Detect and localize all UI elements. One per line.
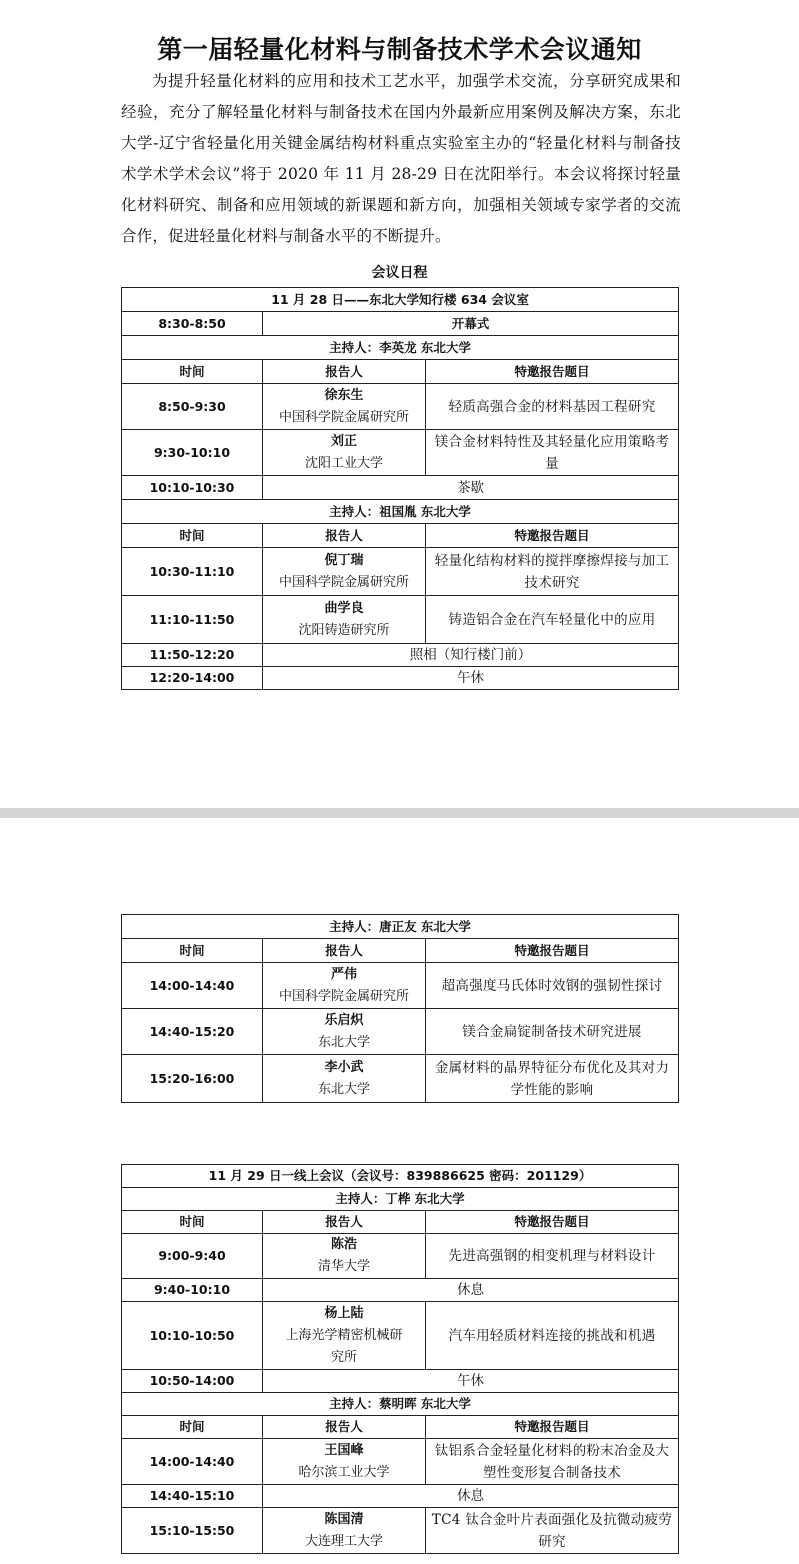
table-row [122, 500, 679, 524]
time-cell: 14:40-15:20 [122, 1009, 263, 1055]
speaker-org: 沈阳工业大学 [304, 455, 383, 471]
table-row [122, 288, 679, 312]
table-row [122, 384, 679, 430]
rest-label: 休息 [263, 1485, 679, 1508]
host-row: 主持人：唐正友 东北大学 [122, 915, 679, 939]
topic-cell: 金属材料的晶界特征分布优化及其对力学性能的影响 [426, 1055, 679, 1103]
time-cell: 8:50-9:30 [122, 384, 263, 430]
topic-cell: 镁合金扁锭制备技术研究进展 [426, 1009, 679, 1055]
speaker-org: 东北大学 [317, 1081, 370, 1097]
table-row [122, 524, 679, 548]
speaker-cell [263, 1055, 426, 1103]
table-row [122, 312, 679, 336]
time-cell: 10:10-10:50 [122, 1302, 263, 1370]
table-row [122, 1439, 679, 1485]
topic-cell: 超高强度马氏体时效钢的强韧性探讨 [426, 963, 679, 1009]
speaker-org: 中国科学院金属研究所 [278, 409, 409, 425]
header-speaker: 报告人 [263, 524, 426, 548]
speaker-org: 中国科学院金属研究所 [278, 988, 409, 1004]
header-speaker: 报告人 [263, 1211, 426, 1234]
table-row [122, 548, 679, 596]
table-row [122, 939, 679, 963]
speaker-name: 陈国清 [324, 1511, 364, 1527]
time-cell: 15:10-15:50 [122, 1508, 263, 1554]
speaker-name: 徐东生 [324, 387, 364, 403]
speaker-name: 乐启炽 [324, 1012, 364, 1028]
speaker-org: 中国科学院金属研究所 [278, 574, 409, 590]
rest-label: 休息 [263, 1279, 679, 1302]
host-row: 主持人：丁桦 东北大学 [122, 1188, 679, 1211]
topic-cell: 铸造铝合金在汽车轻量化中的应用 [426, 596, 679, 644]
topic-cell: 轻质高强合金的材料基因工程研究 [426, 384, 679, 430]
table-row [122, 644, 679, 667]
time-cell: 10:50-14:00 [122, 1370, 263, 1393]
table-row [122, 1279, 679, 1302]
table-row [122, 1234, 679, 1279]
speaker-name: 陈浩 [330, 1237, 357, 1252]
host-row: 主持人：李英龙 东北大学 [122, 336, 679, 360]
speaker-org: 大连理工大学 [304, 1533, 383, 1549]
speaker-name: 严伟 [330, 966, 357, 982]
table-row [122, 1188, 679, 1211]
topic-cell: 先进高强钢的相变机理与材料设计 [426, 1234, 679, 1279]
day-heading: 11 月 29 日一线上会议（会议号：839886625 密码：201129） [122, 1165, 679, 1188]
page-2 [0, 818, 799, 1564]
speaker-name: 王国峰 [324, 1442, 364, 1458]
page-separator [0, 808, 799, 818]
speaker-org: 东北大学 [317, 1034, 370, 1050]
table-row [122, 1508, 679, 1554]
header-topic: 特邀报告题目 [426, 1416, 679, 1439]
topic-cell: TC4 钛合金叶片表面强化及抗微动疲劳研究 [426, 1508, 679, 1554]
speaker-cell [263, 963, 426, 1009]
topic-cell: 汽车用轻质材料连接的挑战和机遇 [426, 1302, 679, 1370]
opening-label: 开幕式 [263, 312, 679, 336]
header-topic: 特邀报告题目 [426, 360, 679, 384]
table-row [122, 1393, 679, 1416]
table-row [122, 1055, 679, 1103]
header-speaker: 报告人 [263, 1416, 426, 1439]
header-time: 时间 [122, 360, 263, 384]
time-cell: 15:20-16:00 [122, 1055, 263, 1103]
header-topic: 特邀报告题目 [426, 939, 679, 963]
table-row [122, 1485, 679, 1508]
header-speaker: 报告人 [263, 939, 426, 963]
time-cell: 11:50-12:20 [122, 644, 263, 667]
topic-cell: 钛铝系合金轻量化材料的粉末冶金及大塑性变形复合制备技术 [426, 1439, 679, 1485]
header-topic: 特邀报告题目 [426, 1211, 679, 1234]
speaker-name: 曲学良 [324, 600, 364, 616]
table-row [122, 596, 679, 644]
speaker-cell [263, 1439, 426, 1485]
speaker-cell [263, 1508, 426, 1554]
lunch-label: 午休 [263, 1370, 679, 1393]
speaker-org: 上海光学精密机械研究所 [285, 1327, 403, 1365]
topic-cell: 镁合金材料特性及其轻量化应用策略考量 [426, 430, 679, 476]
table-row [122, 476, 679, 500]
header-time: 时间 [122, 524, 263, 548]
time-cell: 10:30-11:10 [122, 548, 263, 596]
speaker-org: 清华大学 [317, 1259, 370, 1274]
photo-label: 照相（知行楼门前） [263, 644, 679, 667]
time-cell: 10:10-10:30 [122, 476, 263, 500]
table-row [122, 963, 679, 1009]
header-topic: 特邀报告题目 [426, 524, 679, 548]
speaker-cell [263, 1302, 426, 1370]
speaker-cell [263, 596, 426, 644]
time-cell: 9:30-10:10 [122, 430, 263, 476]
schedule-table-day1-am [121, 287, 679, 690]
speaker-org: 哈尔滨工业大学 [298, 1464, 390, 1480]
lunch-label: 午休 [263, 667, 679, 690]
header-time: 时间 [122, 1211, 263, 1234]
speaker-cell [263, 548, 426, 596]
day-heading: 11 月 28 日——东北大学知行楼 634 会议室 [122, 288, 679, 312]
schedule-table-day2 [121, 1164, 679, 1554]
time-cell: 12:20-14:00 [122, 667, 263, 690]
table-row [122, 1416, 679, 1439]
table-row [122, 430, 679, 476]
table-row [122, 1165, 679, 1188]
schedule-table-day1-pm [121, 914, 679, 1103]
table-row [122, 360, 679, 384]
speaker-org: 沈阳铸造研究所 [298, 622, 390, 638]
time-cell: 9:00-9:40 [122, 1234, 263, 1279]
topic-cell: 轻量化结构材料的搅拌摩擦焊接与加工技术研究 [426, 548, 679, 596]
table-row [122, 1370, 679, 1393]
notice-title: 第一届轻量化材料与制备技术学术会议通知 [157, 35, 642, 64]
time-cell: 14:40-15:10 [122, 1485, 263, 1508]
speaker-cell [263, 430, 426, 476]
time-cell: 8:30-8:50 [122, 312, 263, 336]
intro-paragraph: 为提升轻量化材料的应用和技术工艺水平，加强学术交流，分享研究成果和经验，充分了解轻量化材料与制备技术在国内外最新应用案例及解决方案，东北大学-辽宁省轻量化用关键金属结构材料重点实验室主办的“轻量化材料与制备技术学术学术会议”将于 2020 年 11 月 28-29 日在沈阳举行。本会议将探讨轻量化材料研究、制备和应用领域的新课题和新方向，加强相关领域专家学者的交流合作，促进轻量化材料与制备水平的不断提升。 [121, 72, 681, 245]
schedule-title: 会议日程 [371, 265, 428, 281]
table-row [122, 1211, 679, 1234]
table-row [122, 915, 679, 939]
speaker-name: 李小武 [324, 1059, 364, 1075]
speaker-name: 杨上陆 [324, 1305, 364, 1321]
table-row [122, 336, 679, 360]
speaker-cell [263, 1009, 426, 1055]
time-cell: 9:40-10:10 [122, 1279, 263, 1302]
speaker-cell [263, 384, 426, 430]
speaker-cell [263, 1234, 426, 1279]
host-row: 主持人：祖国胤 东北大学 [122, 500, 679, 524]
time-cell: 14:00-14:40 [122, 963, 263, 1009]
time-cell: 14:00-14:40 [122, 1439, 263, 1485]
host-row: 主持人：蔡明晖 东北大学 [122, 1393, 679, 1416]
header-time: 时间 [122, 939, 263, 963]
break-label: 茶歇 [263, 476, 679, 500]
speaker-name: 刘正 [330, 433, 357, 449]
table-row [122, 1009, 679, 1055]
header-time: 时间 [122, 1416, 263, 1439]
speaker-name: 倪丁瑞 [324, 552, 364, 568]
header-speaker: 报告人 [263, 360, 426, 384]
table-row [122, 667, 679, 690]
time-cell: 11:10-11:50 [122, 596, 263, 644]
table-row [122, 1302, 679, 1370]
